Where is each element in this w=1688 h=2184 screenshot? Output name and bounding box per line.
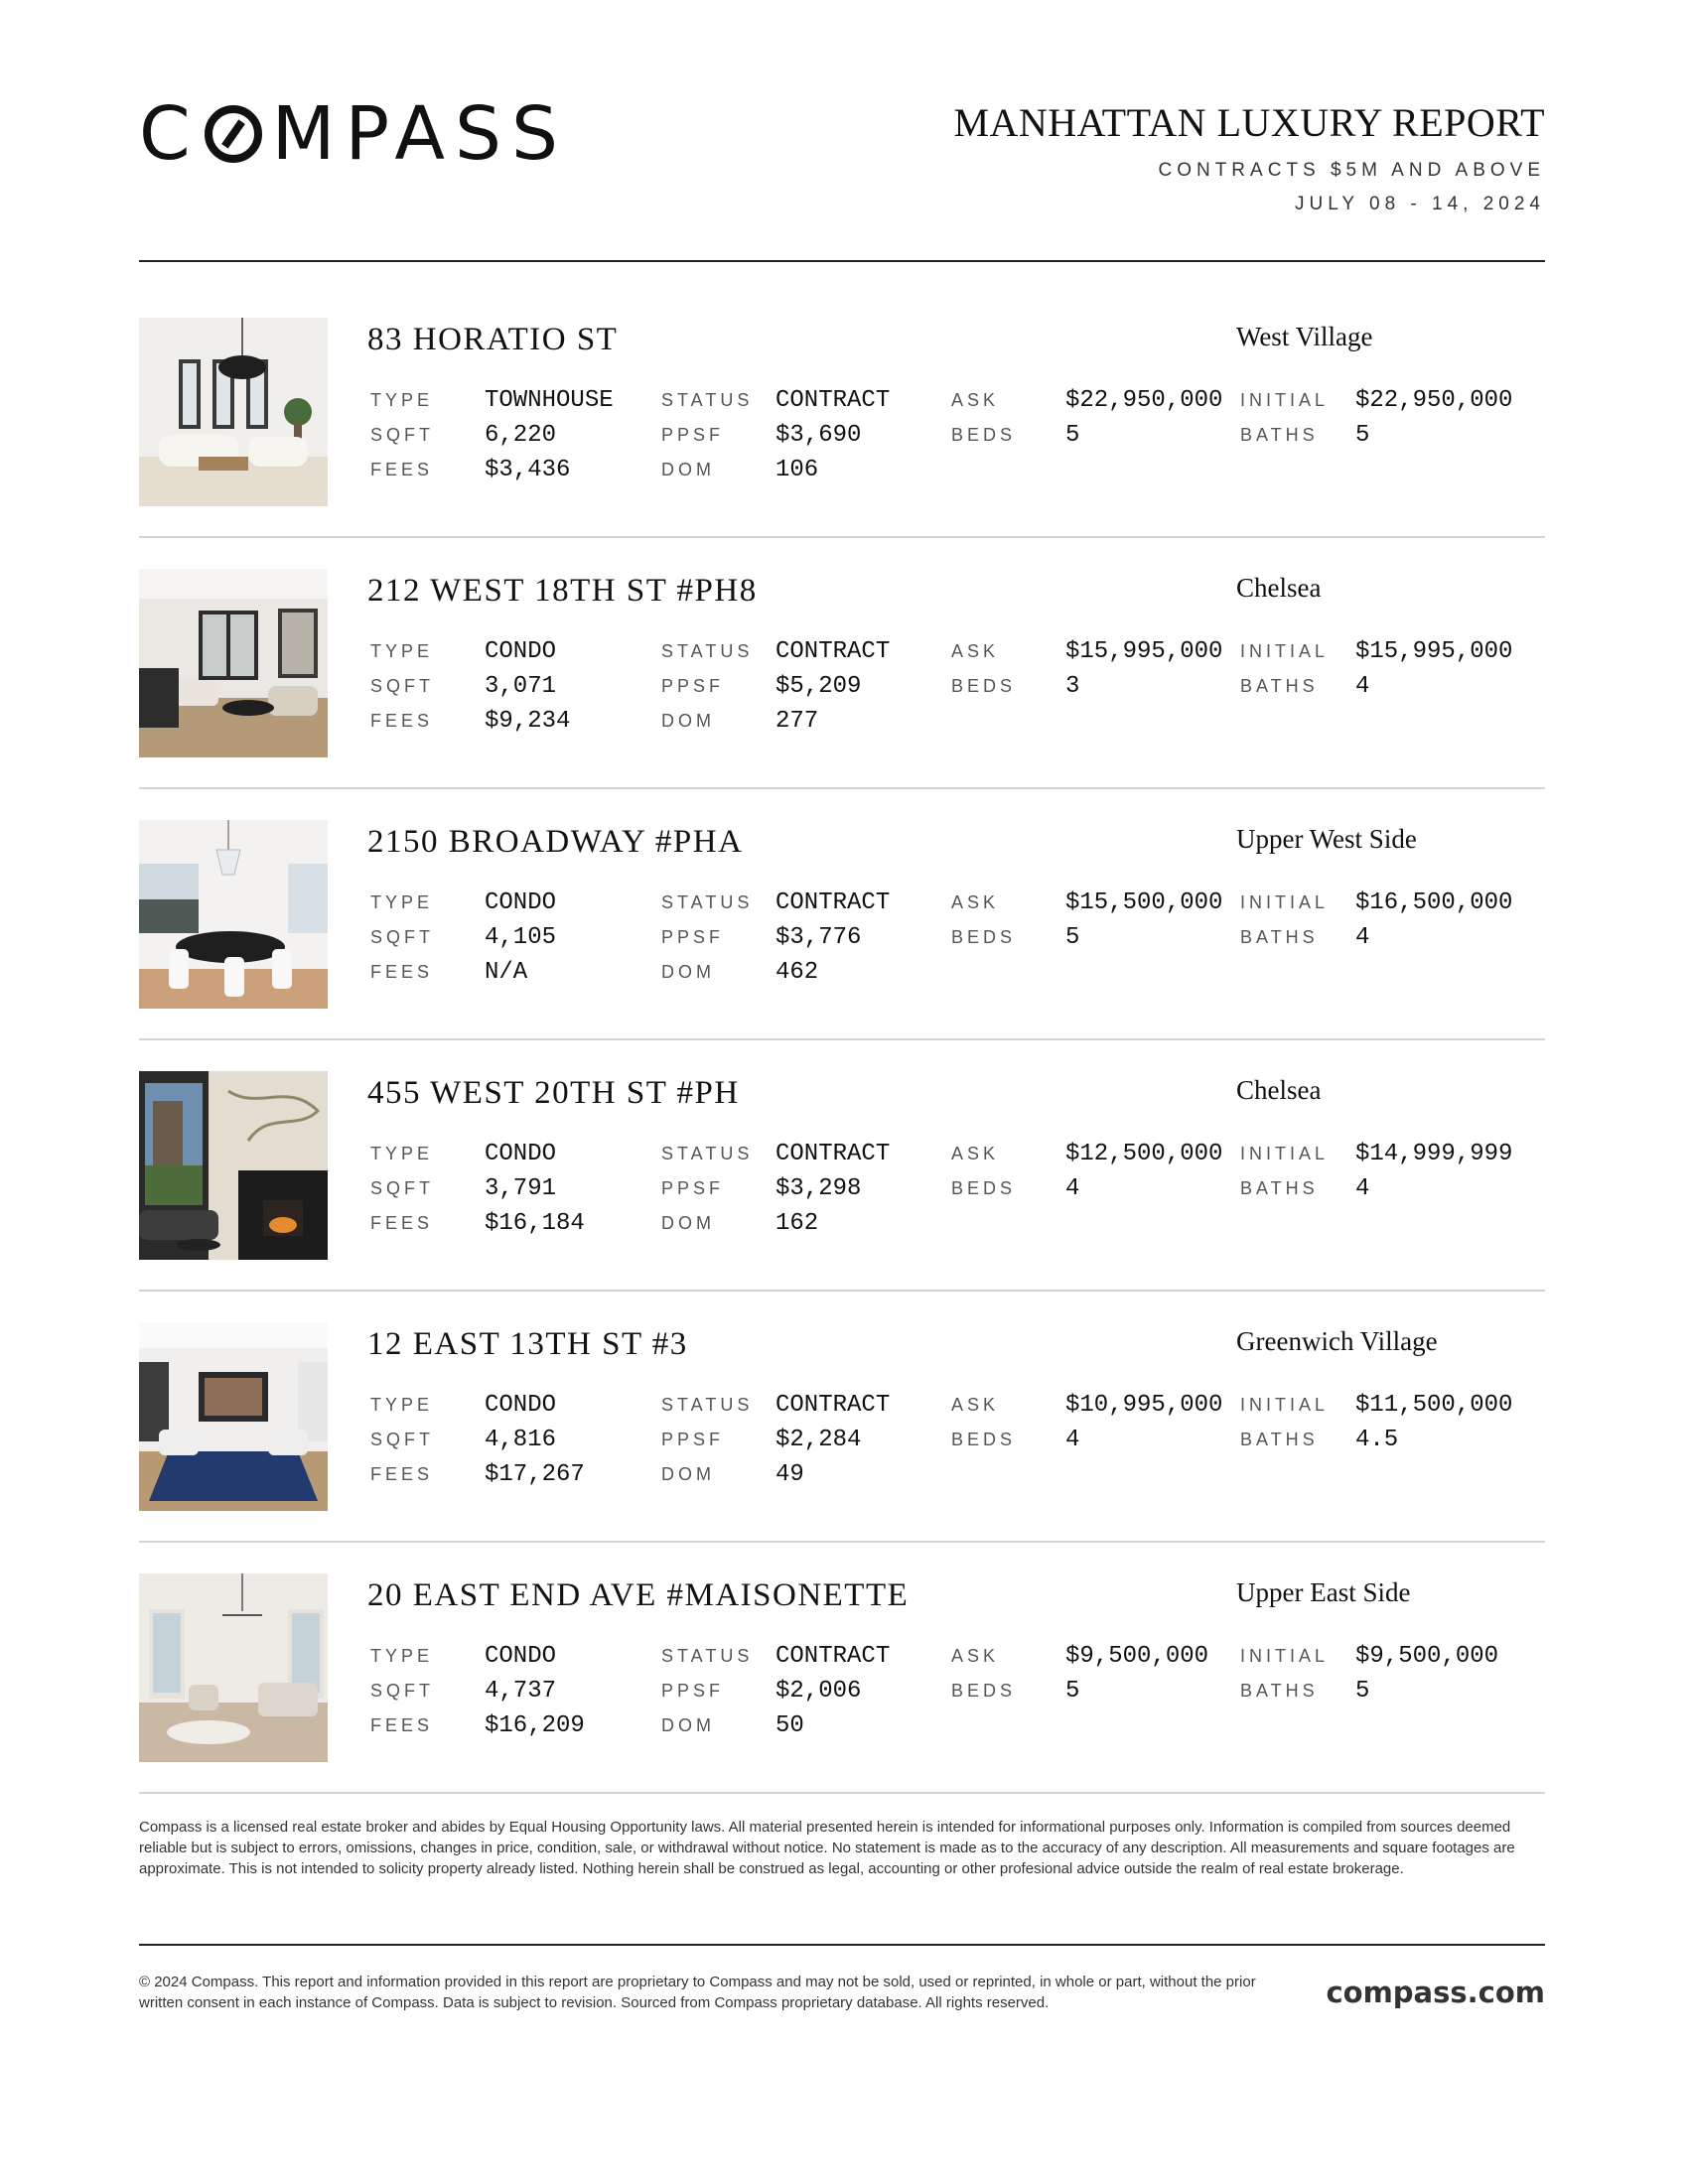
field-value-status: CONTRACT	[775, 889, 891, 916]
field-value-fees: N/A	[485, 959, 528, 986]
field-label-type: TYPE	[370, 1144, 434, 1163]
listing-divider	[139, 536, 1545, 538]
field-value-ppsf: $2,284	[775, 1427, 862, 1453]
field-label-fees: FEES	[370, 1464, 434, 1484]
field-value-sqft: 4,737	[485, 1678, 557, 1705]
field-label-ppsf: PPSF	[661, 927, 725, 947]
listing-divider	[139, 787, 1545, 789]
listing-address[interactable]: 212 WEST 18TH ST #PH8	[367, 573, 758, 609]
listing-photo[interactable]	[139, 569, 328, 757]
field-label-ask: ASK	[951, 390, 1000, 410]
field-label-dom: DOM	[661, 1715, 715, 1735]
field-label-ask: ASK	[951, 892, 1000, 912]
field-label-beds: BEDS	[951, 425, 1017, 445]
field-label-type: TYPE	[370, 390, 434, 410]
copyright-text: © 2024 Compass. This report and information provided in this report are proprietary to Compass and may not be sold, used or reprinted, in whole or part, without the prior written consent in each instance of Compass. Data is subject to revision. Sourced from Compass proprietary database. All rights reserved.	[139, 1974, 1256, 2011]
field-value-ppsf: $3,690	[775, 422, 862, 449]
field-value-baths: 4	[1355, 1175, 1370, 1202]
field-label-beds: BEDS	[951, 1430, 1017, 1449]
field-value-beds: 4	[1065, 1175, 1080, 1202]
field-value-fees: $16,209	[485, 1712, 585, 1739]
field-value-dom: 162	[775, 1210, 819, 1237]
field-value-type: CONDO	[485, 1141, 557, 1167]
field-value-initial: $9,500,000	[1355, 1643, 1499, 1670]
listing-card[interactable]	[139, 1573, 1545, 1762]
field-value-ask: $12,500,000	[1065, 1141, 1223, 1167]
listing-address[interactable]: 12 EAST 13TH ST #3	[367, 1326, 688, 1362]
report-header	[953, 99, 1545, 215]
field-value-status: CONTRACT	[775, 1141, 891, 1167]
field-label-fees: FEES	[370, 460, 434, 479]
report-date-range: JULY 08 - 14, 2024	[1295, 194, 1545, 214]
field-value-status: CONTRACT	[775, 638, 891, 665]
listing-photo[interactable]	[139, 1071, 328, 1260]
listing-card[interactable]	[139, 1322, 1545, 1511]
field-value-type: TOWNHOUSE	[485, 387, 614, 414]
listing-neighborhood: Upper East Side	[1236, 1577, 1411, 1607]
field-label-beds: BEDS	[951, 1178, 1017, 1198]
field-label-status: STATUS	[661, 641, 754, 661]
listing-neighborhood: Upper West Side	[1236, 824, 1417, 854]
field-value-sqft: 3,071	[485, 673, 557, 700]
listing-address[interactable]: 2150 BROADWAY #PHA	[367, 824, 744, 860]
field-label-sqft: SQFT	[370, 1430, 434, 1449]
footer-divider	[139, 1944, 1545, 1946]
listing-card[interactable]	[139, 820, 1545, 1009]
field-value-type: CONDO	[485, 1643, 557, 1670]
field-label-initial: INITIAL	[1240, 1144, 1330, 1163]
field-label-baths: BATHS	[1240, 425, 1319, 445]
field-value-dom: 277	[775, 708, 819, 735]
field-label-sqft: SQFT	[370, 676, 434, 696]
field-label-initial: INITIAL	[1240, 641, 1330, 661]
field-value-sqft: 6,220	[485, 422, 557, 449]
field-label-baths: BATHS	[1240, 1430, 1319, 1449]
field-value-sqft: 4,105	[485, 924, 557, 951]
field-value-dom: 50	[775, 1712, 804, 1739]
field-value-baths: 5	[1355, 422, 1370, 449]
listing-divider	[139, 1290, 1545, 1292]
report-subtitle: CONTRACTS $5M AND ABOVE	[1158, 160, 1545, 181]
field-value-initial: $16,500,000	[1355, 889, 1513, 916]
listing-photo[interactable]	[139, 1573, 328, 1762]
field-value-baths: 4	[1355, 673, 1370, 700]
field-label-type: TYPE	[370, 641, 434, 661]
field-label-fees: FEES	[370, 1213, 434, 1233]
field-label-dom: DOM	[661, 1464, 715, 1484]
field-value-ask: $10,995,000	[1065, 1392, 1223, 1419]
field-value-ask: $15,500,000	[1065, 889, 1223, 916]
field-value-baths: 5	[1355, 1678, 1370, 1705]
field-value-sqft: 3,791	[485, 1175, 557, 1202]
disclaimer-text: Compass is a licensed real estate broker and abides by Equal Housing Opportunity laws. All material presented herein is intended for informational purposes only. Information is compiled from sources deemed reliable but is subject to errors, omissions, changes in price, condition, sale, or withdrawal without notice. No statement is made as to the accuracy of any description. All measurements and square footages are approximate. This is not intended to solicity property already listed. Nothing herein shall be construed as legal, accounting or other profesional advice outside the realm of real estate brokerage.	[139, 1819, 1515, 1877]
field-label-beds: BEDS	[951, 927, 1017, 947]
field-label-status: STATUS	[661, 1395, 754, 1415]
listing-card[interactable]	[139, 1071, 1545, 1260]
field-value-baths: 4.5	[1355, 1427, 1399, 1453]
field-label-status: STATUS	[661, 892, 754, 912]
field-label-status: STATUS	[661, 390, 754, 410]
field-label-dom: DOM	[661, 711, 715, 731]
listing-address[interactable]: 83 HORATIO ST	[367, 322, 619, 357]
field-value-fees: $9,234	[485, 708, 571, 735]
listing-photo[interactable]	[139, 820, 328, 1009]
field-label-baths: BATHS	[1240, 1178, 1319, 1198]
field-label-baths: BATHS	[1240, 927, 1319, 947]
field-label-status: STATUS	[661, 1144, 754, 1163]
field-value-fees: $17,267	[485, 1461, 585, 1488]
field-value-baths: 4	[1355, 924, 1370, 951]
listing-neighborhood: West Village	[1236, 322, 1373, 351]
field-value-ask: $15,995,000	[1065, 638, 1223, 665]
field-label-ask: ASK	[951, 1144, 1000, 1163]
field-value-dom: 106	[775, 457, 819, 483]
field-label-beds: BEDS	[951, 676, 1017, 696]
field-label-initial: INITIAL	[1240, 1646, 1330, 1666]
field-value-initial: $14,999,999	[1355, 1141, 1513, 1167]
field-label-type: TYPE	[370, 1395, 434, 1415]
field-value-ask: $22,950,000	[1065, 387, 1223, 414]
listing-card[interactable]	[139, 318, 1545, 506]
field-value-ppsf: $5,209	[775, 673, 862, 700]
field-label-ppsf: PPSF	[661, 425, 725, 445]
listing-divider	[139, 1541, 1545, 1543]
field-value-type: CONDO	[485, 889, 557, 916]
field-label-initial: INITIAL	[1240, 892, 1330, 912]
field-label-ppsf: PPSF	[661, 676, 725, 696]
header-divider	[139, 260, 1545, 262]
field-label-ppsf: PPSF	[661, 1430, 725, 1449]
field-value-fees: $3,436	[485, 457, 571, 483]
field-label-fees: FEES	[370, 1715, 434, 1735]
field-value-dom: 49	[775, 1461, 804, 1488]
report-title: MANHATTAN LUXURY REPORT	[953, 100, 1545, 145]
field-value-status: CONTRACT	[775, 1643, 891, 1670]
listing-address[interactable]: 455 WEST 20TH ST #PH	[367, 1075, 740, 1111]
field-label-fees: FEES	[370, 962, 434, 982]
field-value-status: CONTRACT	[775, 387, 891, 414]
field-label-status: STATUS	[661, 1646, 754, 1666]
field-value-ppsf: $2,006	[775, 1678, 862, 1705]
field-value-ppsf: $3,298	[775, 1175, 862, 1202]
field-value-ppsf: $3,776	[775, 924, 862, 951]
field-label-type: TYPE	[370, 1646, 434, 1666]
field-label-ask: ASK	[951, 1646, 1000, 1666]
field-value-fees: $16,184	[485, 1210, 585, 1237]
field-value-initial: $15,995,000	[1355, 638, 1513, 665]
field-value-type: CONDO	[485, 638, 557, 665]
field-label-baths: BATHS	[1240, 1681, 1319, 1701]
compass-logo: C MPASS	[139, 91, 568, 177]
field-label-ppsf: PPSF	[661, 1681, 725, 1701]
field-label-ask: ASK	[951, 641, 1000, 661]
field-value-type: CONDO	[485, 1392, 557, 1419]
field-label-dom: DOM	[661, 1213, 715, 1233]
field-value-dom: 462	[775, 959, 819, 986]
field-label-sqft: SQFT	[370, 1681, 434, 1701]
field-label-fees: FEES	[370, 711, 434, 731]
listing-card[interactable]	[139, 569, 1545, 757]
field-value-sqft: 4,816	[485, 1427, 557, 1453]
field-value-beds: 3	[1065, 673, 1080, 700]
compass-o-icon	[205, 105, 262, 163]
field-label-sqft: SQFT	[370, 425, 434, 445]
field-label-beds: BEDS	[951, 1681, 1017, 1701]
field-label-ask: ASK	[951, 1395, 1000, 1415]
field-value-beds: 5	[1065, 924, 1080, 951]
field-label-ppsf: PPSF	[661, 1178, 725, 1198]
field-label-sqft: SQFT	[370, 927, 434, 947]
listing-neighborhood: Greenwich Village	[1236, 1326, 1438, 1356]
field-value-ask: $9,500,000	[1065, 1643, 1209, 1670]
listing-neighborhood: Chelsea	[1236, 1075, 1322, 1105]
field-label-type: TYPE	[370, 892, 434, 912]
field-value-initial: $11,500,000	[1355, 1392, 1513, 1419]
listing-divider	[139, 1792, 1545, 1794]
listing-photo[interactable]	[139, 318, 328, 506]
field-value-beds: 5	[1065, 422, 1080, 449]
website-link[interactable]: compass.com	[1326, 1976, 1545, 2009]
field-label-dom: DOM	[661, 460, 715, 479]
field-label-sqft: SQFT	[370, 1178, 434, 1198]
field-label-dom: DOM	[661, 962, 715, 982]
field-value-beds: 4	[1065, 1427, 1080, 1453]
field-label-initial: INITIAL	[1240, 390, 1330, 410]
listing-neighborhood: Chelsea	[1236, 573, 1322, 603]
listing-photo[interactable]	[139, 1322, 328, 1511]
listing-divider	[139, 1038, 1545, 1040]
field-value-initial: $22,950,000	[1355, 387, 1513, 414]
field-label-initial: INITIAL	[1240, 1395, 1330, 1415]
field-value-beds: 5	[1065, 1678, 1080, 1705]
listing-address[interactable]: 20 EAST END AVE #MAISONETTE	[367, 1577, 910, 1613]
field-value-status: CONTRACT	[775, 1392, 891, 1419]
field-label-baths: BATHS	[1240, 676, 1319, 696]
